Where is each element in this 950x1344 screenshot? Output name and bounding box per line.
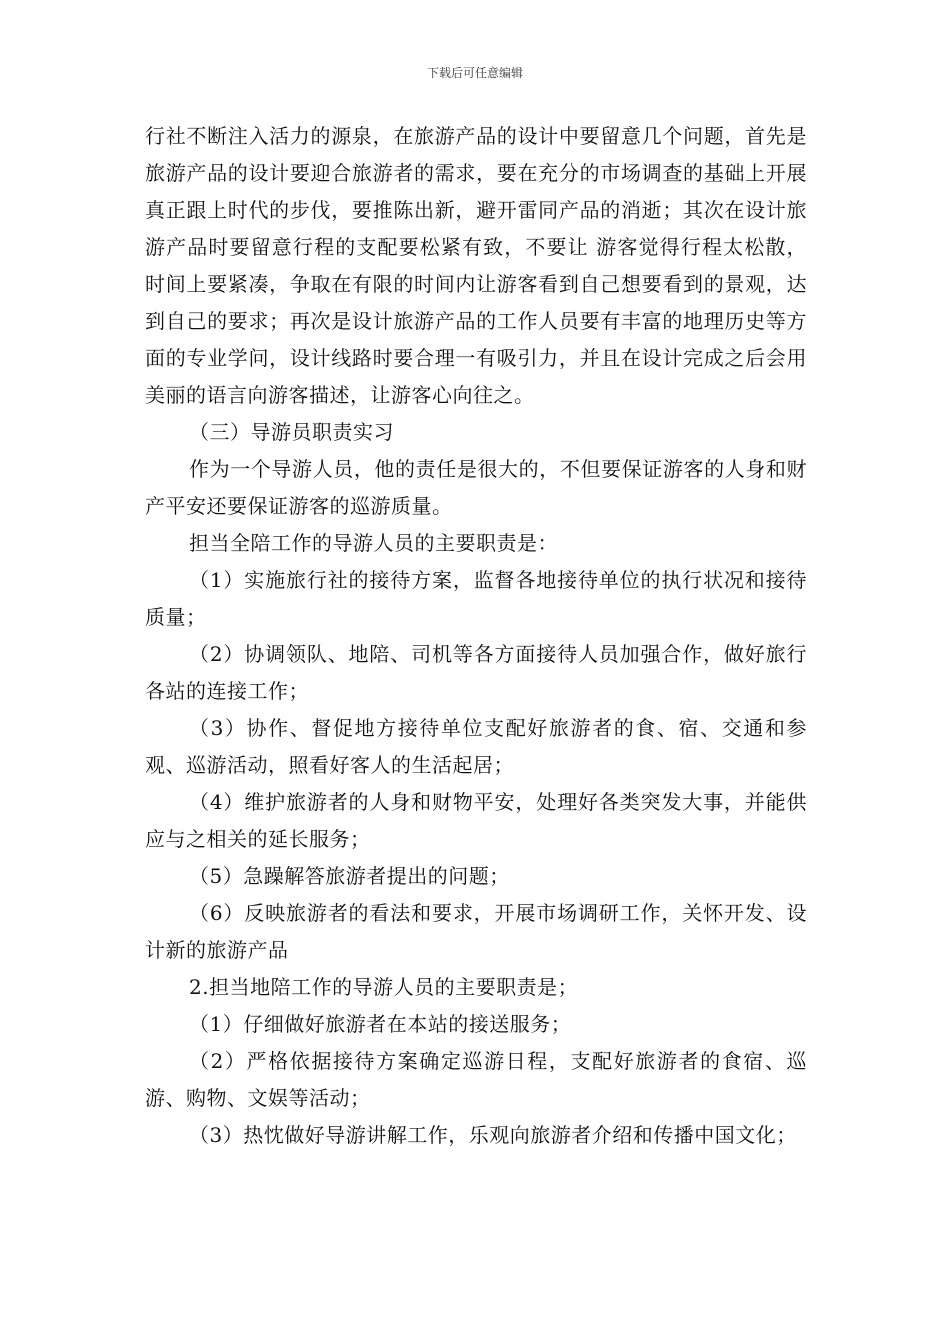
list-item-local-guide-2: （2）严格依据接待方案确定巡游日程，支配好旅游者的食宿、巡游、购物、文娱等活动； (145, 1049, 807, 1110)
list-item-full-escort-4: （4）维护旅游者的人身和财物平安，处理好各类突发大事，并能供应与之相关的延长服务； (145, 790, 807, 851)
list-item-full-escort-2: （2）协调领队、地陪、司机等各方面接待人员加强合作，做好旅行各站的连接工作； (145, 642, 807, 703)
list-item-local-guide-3: （3）热忱做好导游讲解工作，乐观向旅游者介绍和传播中国文化； (189, 1123, 797, 1147)
paragraph-local-guide-intro: 2.担当地陪工作的导游人员的主要职责是； (189, 975, 579, 999)
list-item-local-guide-1: （1）仔细做好旅游者在本站的接送服务； (189, 1012, 572, 1036)
paragraph-full-escort-intro: 担当全陪工作的导游人员的主要职责是： (189, 531, 558, 555)
paragraph-intro-continued: 行社不断注入活力的源泉，在旅游产品的设计中要留意几个问题，首先是旅游产品的设计要迎合旅游者的需求，要在充分的市场调查的基础上开展真正跟上时代的步伐，要推陈出新，避开雷同产品的消逝；其次在设计旅游产品时要留意行程的支配要松紧有致，不要让 游客觉得行程太松散，时间上要紧凑，争取在有限的时间内让游客看到自己想要看到的景观，达到自己的要求；再次是设计旅游产品的工作人员要有丰富的地理历史等方面的专业学问，设计线路时要合理一有吸引力，并且在设计完成之后会用美丽的语言向游客描述，让游客心向往之。 (145, 124, 807, 407)
section-heading-guide-duties: （三）导游员职责实习 (189, 420, 394, 444)
page-header: 下载后可任意编辑 (426, 66, 523, 80)
paragraph-guide-responsibility: 作为一个导游人员，他的责任是很大的，不但要保证游客的人身和财产平安还要保证游客的巡游质量。 (145, 457, 807, 518)
list-item-full-escort-1: （1）实施旅行社的接待方案，监督各地接待单位的执行状况和接待质量； (145, 568, 807, 629)
list-item-full-escort-6: （6）反映旅游者的看法和要求，开展市场调研工作，关怀开发、设计新的旅游产品 (145, 901, 807, 962)
list-item-full-escort-5: （5）急躁解答旅游者提出的问题； (189, 864, 510, 888)
list-item-full-escort-3: （3）协作、督促地方接待单位支配好旅游者的食、宿、交通和参观、巡游活动，照看好客人的生活起居； (145, 716, 807, 777)
document-body (145, 118, 807, 1154)
